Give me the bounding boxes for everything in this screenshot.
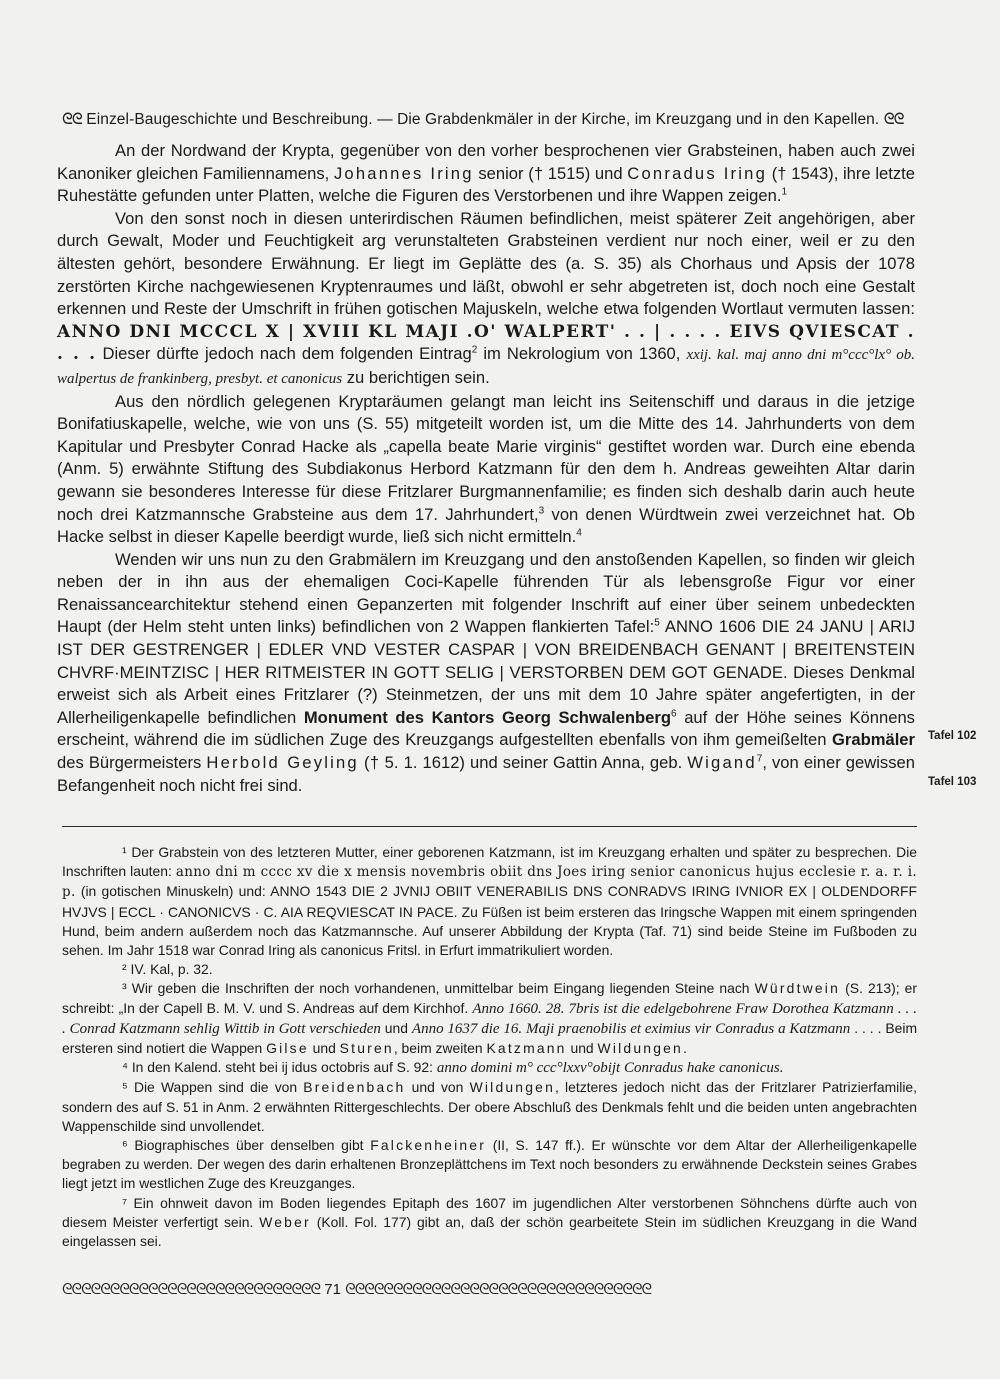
footnote-6 [62,1136,917,1194]
header-title: Einzel-Baugeschichte und Beschreibung. — Die Grabdenkmäler in der Kirche, im Kreuzgang und in den Kapellen. [86,111,880,128]
person-name: Conradus Iring [627,163,768,183]
page-footer [62,1280,917,1298]
main-text [57,140,915,797]
family-name: Wildungen [597,1040,683,1057]
margin-note-tafel-102: Tafel 102 [928,730,977,742]
text-run: im Nekrologium von 1360, [483,344,681,364]
paragraph-crypt-north-wall [57,140,915,208]
footnote-4 [62,1058,917,1078]
footnote-number: ¹ [122,844,127,860]
family-name: Breidenbach [303,1079,406,1096]
person-name: Würdtwein [754,980,841,997]
footnote-number: ⁷ [122,1194,128,1211]
footnote-3 [62,979,917,1058]
person-name: Johannes Iring [333,163,474,183]
footnote-ref: 2 [471,344,478,356]
footnote-7 [62,1194,917,1252]
person-name: Weber [259,1213,311,1230]
text-run: zu berichtigen sein. [346,367,490,387]
text-run: Von den sonst noch in diesen unterirdischen Räumen befindlichen, meist späterer Zeit angehörigen, aber durch Gewalt, Moder und Feuchtigkeit arg verunstalteten Grabsteinen verdient nur noch einer, weil er zu den ältesten gehört, besondere Erwähnung. Er liegt im Geplätte des (a. S. 35) als Chorhaus und Apsis der 1078 zerstörten Kirche nachgewiesenen Kryptenraumes und läßt, obwohl er sehr abgetreten ist, doch noch eine Gestalt erkennen und Reste der Umschrift in frühen gotischen Majuskeln, welche etwa folgenden Wortlaut vermuten lassen: [57,208,915,319]
footnote-ref: 6 [670,708,677,720]
footnote-divider [62,826,917,827]
paragraph-oldest-gravestone [57,208,915,391]
text-run: , von einer gewissen Befangenheit noch nicht frei sind. [57,753,915,795]
monument-title: Monument des Kantors Georg Schwalenberg [303,707,671,727]
paragraph-bonifatius-chapel [57,391,915,549]
latin-entry: xxij. kal. maj anno dni m°ccc°lx° ob. walpertus de frankinberg, presbyt. et canonicus [57,347,916,387]
footnote-ref: 1 [781,186,788,198]
text-run: . [682,1040,687,1057]
text-run: IV. Kal, p. 32. [130,961,213,978]
text-run: (in gotischen Minuskeln) und: ANNO 1543 DIE 2 JVNIJ OBIIT VENERABILIS DNS CONRADVS IRING IVNIOR EX | OLDENDORFF HVJVS | ECCL · CANONICVS · C. AIA REQVIESCAT IN PACE. Zu Füßen ist beim ersteren das Iringsche Wappen mit einem springenden Hund, beim andern außerdem noch das Katzmannsche. Auf unserer Abbildung der Krypta (Taf. 71) sind beide Steine im Fußboden zu sehen. Im Jahr 1518 war Conrad Iring als canonicus Fritsl. in Erfurt immatrikuliert worden. [62,883,917,959]
text-run: Ein ohnweit davon im Boden liegendes Epitaph des 1607 im jugendlichen Alter verstorbenen Söhnchens dürfte auch von diesem Meister verfertigt sein. [62,1194,917,1230]
text-run: Der Grabstein von des letzteren Mutter, einer geborenen Katzmann, ist im Kreuzgang erhalten und später zu besprechen. Die Inschriften lauten: [62,844,918,880]
text-run: des Bürgermeisters [57,753,202,773]
quoted-inscription: Anno 1637 die 16. Maji praenobilis et eximius vir Conradus a Katzmann [411,1020,851,1037]
footnote-ref: 4 [576,527,582,539]
person-name: Falckenheiner [370,1137,487,1154]
text-run: An der Nordwand der Krypta, gegenüber von den vorher besprochenen vier Grabsteinen, haben auch zwei Kanoniker gleichen Familiennamens, [57,141,915,183]
footnote-number: ⁵ [122,1079,128,1096]
text-run: senior († 1515) und [478,163,623,183]
text-run: (II, S. 147 ff.). Er wünschte vor dem Altar der Allerheiligenkapelle begraben zu werden. Der wegen des darin erhaltenen Bronzeplättchens im Text noch besonders zu erwähnende Deckstein seines Grabes liegt jetzt im westlichen Zuge des Kreuzganges. [62,1137,918,1192]
text-run: (Koll. Fol. 177) gibt an, daß der schön gearbeitete Stein im südlichen Kreuzgang in die Wand eingelassen sei. [62,1213,917,1250]
family-name: Katzmann [486,1040,567,1057]
footnote-number: ⁶ [122,1137,128,1154]
footnote-1 [62,843,917,960]
ornament-border-icon: ᘓᘓᘓᘓᘓᘓᘓᘓᘓᘓᘓᘓᘓᘓᘓᘓᘓᘓᘓᘓᘓᘓᘓᘓᘓᘓᘓ [62,1280,321,1298]
text-run: Aus den nördlich gelegenen Kryptaräumen gelangt man leicht ins Seitenschiff und daraus in die jetzige Bonifatiuskapelle, welche, wie von uns (S. 55) mitgeteilt worden ist, um die Mitte des 14. Jahrhunderts von dem Kapitular und Presbyter Conrad Hacke als „capella beate Marie virginis“ gestiftet worden war. Durch eine ebenda (Anm. 5) erwähnte Stiftung des Subdiakonus Herbord Katzmann für den dem h. Andreas geweihten Altar darin gewann sie besonderes Interesse für diese Fritzlarer Burgmannenfamilie; es finden sich deshalb darin auch heute noch drei Katzmannsche Grabsteine aus dem 17. Jahrhundert, [57,391,915,524]
quoted-inscription: Anno 1660. 28. 7bris ist die edelgebohrene Fraw Dorothea Katzmann . . . . Conrad Katzmann sehlig Wittib in Gott verschieden [62,1000,918,1037]
paragraph-cloister-tombs [57,549,915,798]
ornament-icon: ᘓᘓ [62,110,82,128]
running-header [62,110,914,129]
page-number: 71 [324,1281,341,1298]
text-run: und [312,1040,336,1057]
footnotes [62,843,917,1251]
ornament-icon: ᘓᘓ [883,110,904,128]
latin-entry: anno domini m° ccc°lxxv°obijt Conradus hake canonicus. [436,1060,784,1077]
family-name: Gilse [266,1040,309,1057]
text-run: († 5. 1. 1612) und seiner Gattin Anna, geb. [363,753,683,773]
footnote-ref: 5 [654,617,660,629]
text-run: ANNO 1606 DIE 24 JANU | ARIJ IST DER GESTRENGER | EDLER VND VESTER CASPAR | VON BREIDENBACH GENANT | BREITENSTEIN CHVRF·MEINTZISC | HER RITMEISTER IN GOTT SELIG | VERSTORBEN DEM GOT GENADE. Dieses Denkmal erweist sich als Arbeit eines Fritzlarer (?) Steinmetzen, der uns mit dem 10 Jahre später angefertigten, in der Allerheiligenkapelle befindlichen [57,617,915,727]
text-run: Die Wappen sind die von [133,1079,298,1096]
family-name: Wildungen [469,1079,555,1096]
ornament-border-icon: ᘓᘓᘓᘓᘓᘓᘓᘓᘓᘓᘓᘓᘓᘓᘓᘓᘓᘓᘓᘓᘓᘓᘓᘓᘓᘓᘓᘓᘓᘓᘓᘓ [345,1280,652,1298]
text-run: Wir geben die Inschriften der noch vorhandenen, unmittelbar beim Eingang liegenden Steine nach [131,980,750,997]
person-name: Herbold Geyling [206,753,359,773]
text-run: Biographisches über denselben gibt [134,1137,364,1154]
text-run: , letzteres jedoch nicht das der Fritzlarer Patrizierfamilie, sondern des auf S. 51 in Anm. 2 erwähnten Rittergeschlechts. Der obere Abschluß des Denkmals fehlt und die beiden unten angebrachten Wappenschilde sind unvollendet. [62,1079,918,1134]
margin-note-tafel-103: Tafel 103 [928,776,977,788]
footnote-ref: 3 [538,504,545,516]
text-run: Wenden wir uns nun zu den Grabmälern im Kreuzgang und den anstoßenden Kapellen, so finden wir gleich neben der in ihn aus der ehemaligen Coci-Kapelle führenden Tür als lebensgroße Figur vor einer Renaissancearchitektur stehend einen Gepanzerten mit folgender Inschrift auf einer über seinem unbedeckten Haupt (der Helm steht unten links) befindlichen von 2 Wappen flankierten Tafel: [57,549,915,637]
text-run: und [384,1019,408,1036]
footnote-ref: 7 [756,753,763,765]
text-run: und [570,1040,594,1057]
footnote-number: ³ [122,980,127,997]
text-run: , beim zweiten [393,1040,483,1057]
text-run: Dieser dürfte jedoch nach dem folgenden Eintrag [102,344,472,364]
text-run: († 1543), ihre letzte Ruhestätte gefunden unter Platten, welche die Figuren des Verstorbenen und ihre Wappen zeigen. [57,163,916,206]
footnote-number: ² [122,961,127,978]
person-name: Wigand [687,753,757,773]
text-run: (S. 213); er schreibt: „In der Capell B. M. V. und S. Andreas auf dem Kirchhof. [62,980,918,1016]
text-run: von denen Würdtwein zwei verzeichnet hat. Ob Hacke selbst in dieser Kapelle beerdigt wurde, ließ sich nicht ermitteln. [57,504,915,547]
gothic-inscription: anno dni m cccc xv die x mensis novembris obiit dns Joes iring senior canonicus hujus ecclesie r. a. r. i. p. [62,864,917,901]
family-name: Sturen [339,1040,394,1057]
text-run: . . . . Beim ersteren sind notiert die Wappen [62,1019,918,1057]
text-run: auf der Höhe seines Könnens erscheint, während die im südlichen Zuge des Kreuzgangs aufgestellten ebenfalls von ihm gemeißelten [57,707,915,750]
text-run: und von [411,1079,464,1096]
footnote-number: ⁴ [122,1059,128,1076]
footnote-2 [62,960,917,979]
text-run: In den Kalend. steht bei ij idus octobris auf S. 92: [131,1059,433,1076]
footnote-5 [62,1078,917,1136]
monument-title: Grabmäler [831,730,915,750]
majuscule-inscription: ANNO DNI MCCCL X | XVIII KL MAJI .O' WALPERT' . . | . . . . EIVS QVIESCAT . . . . [57,321,915,365]
